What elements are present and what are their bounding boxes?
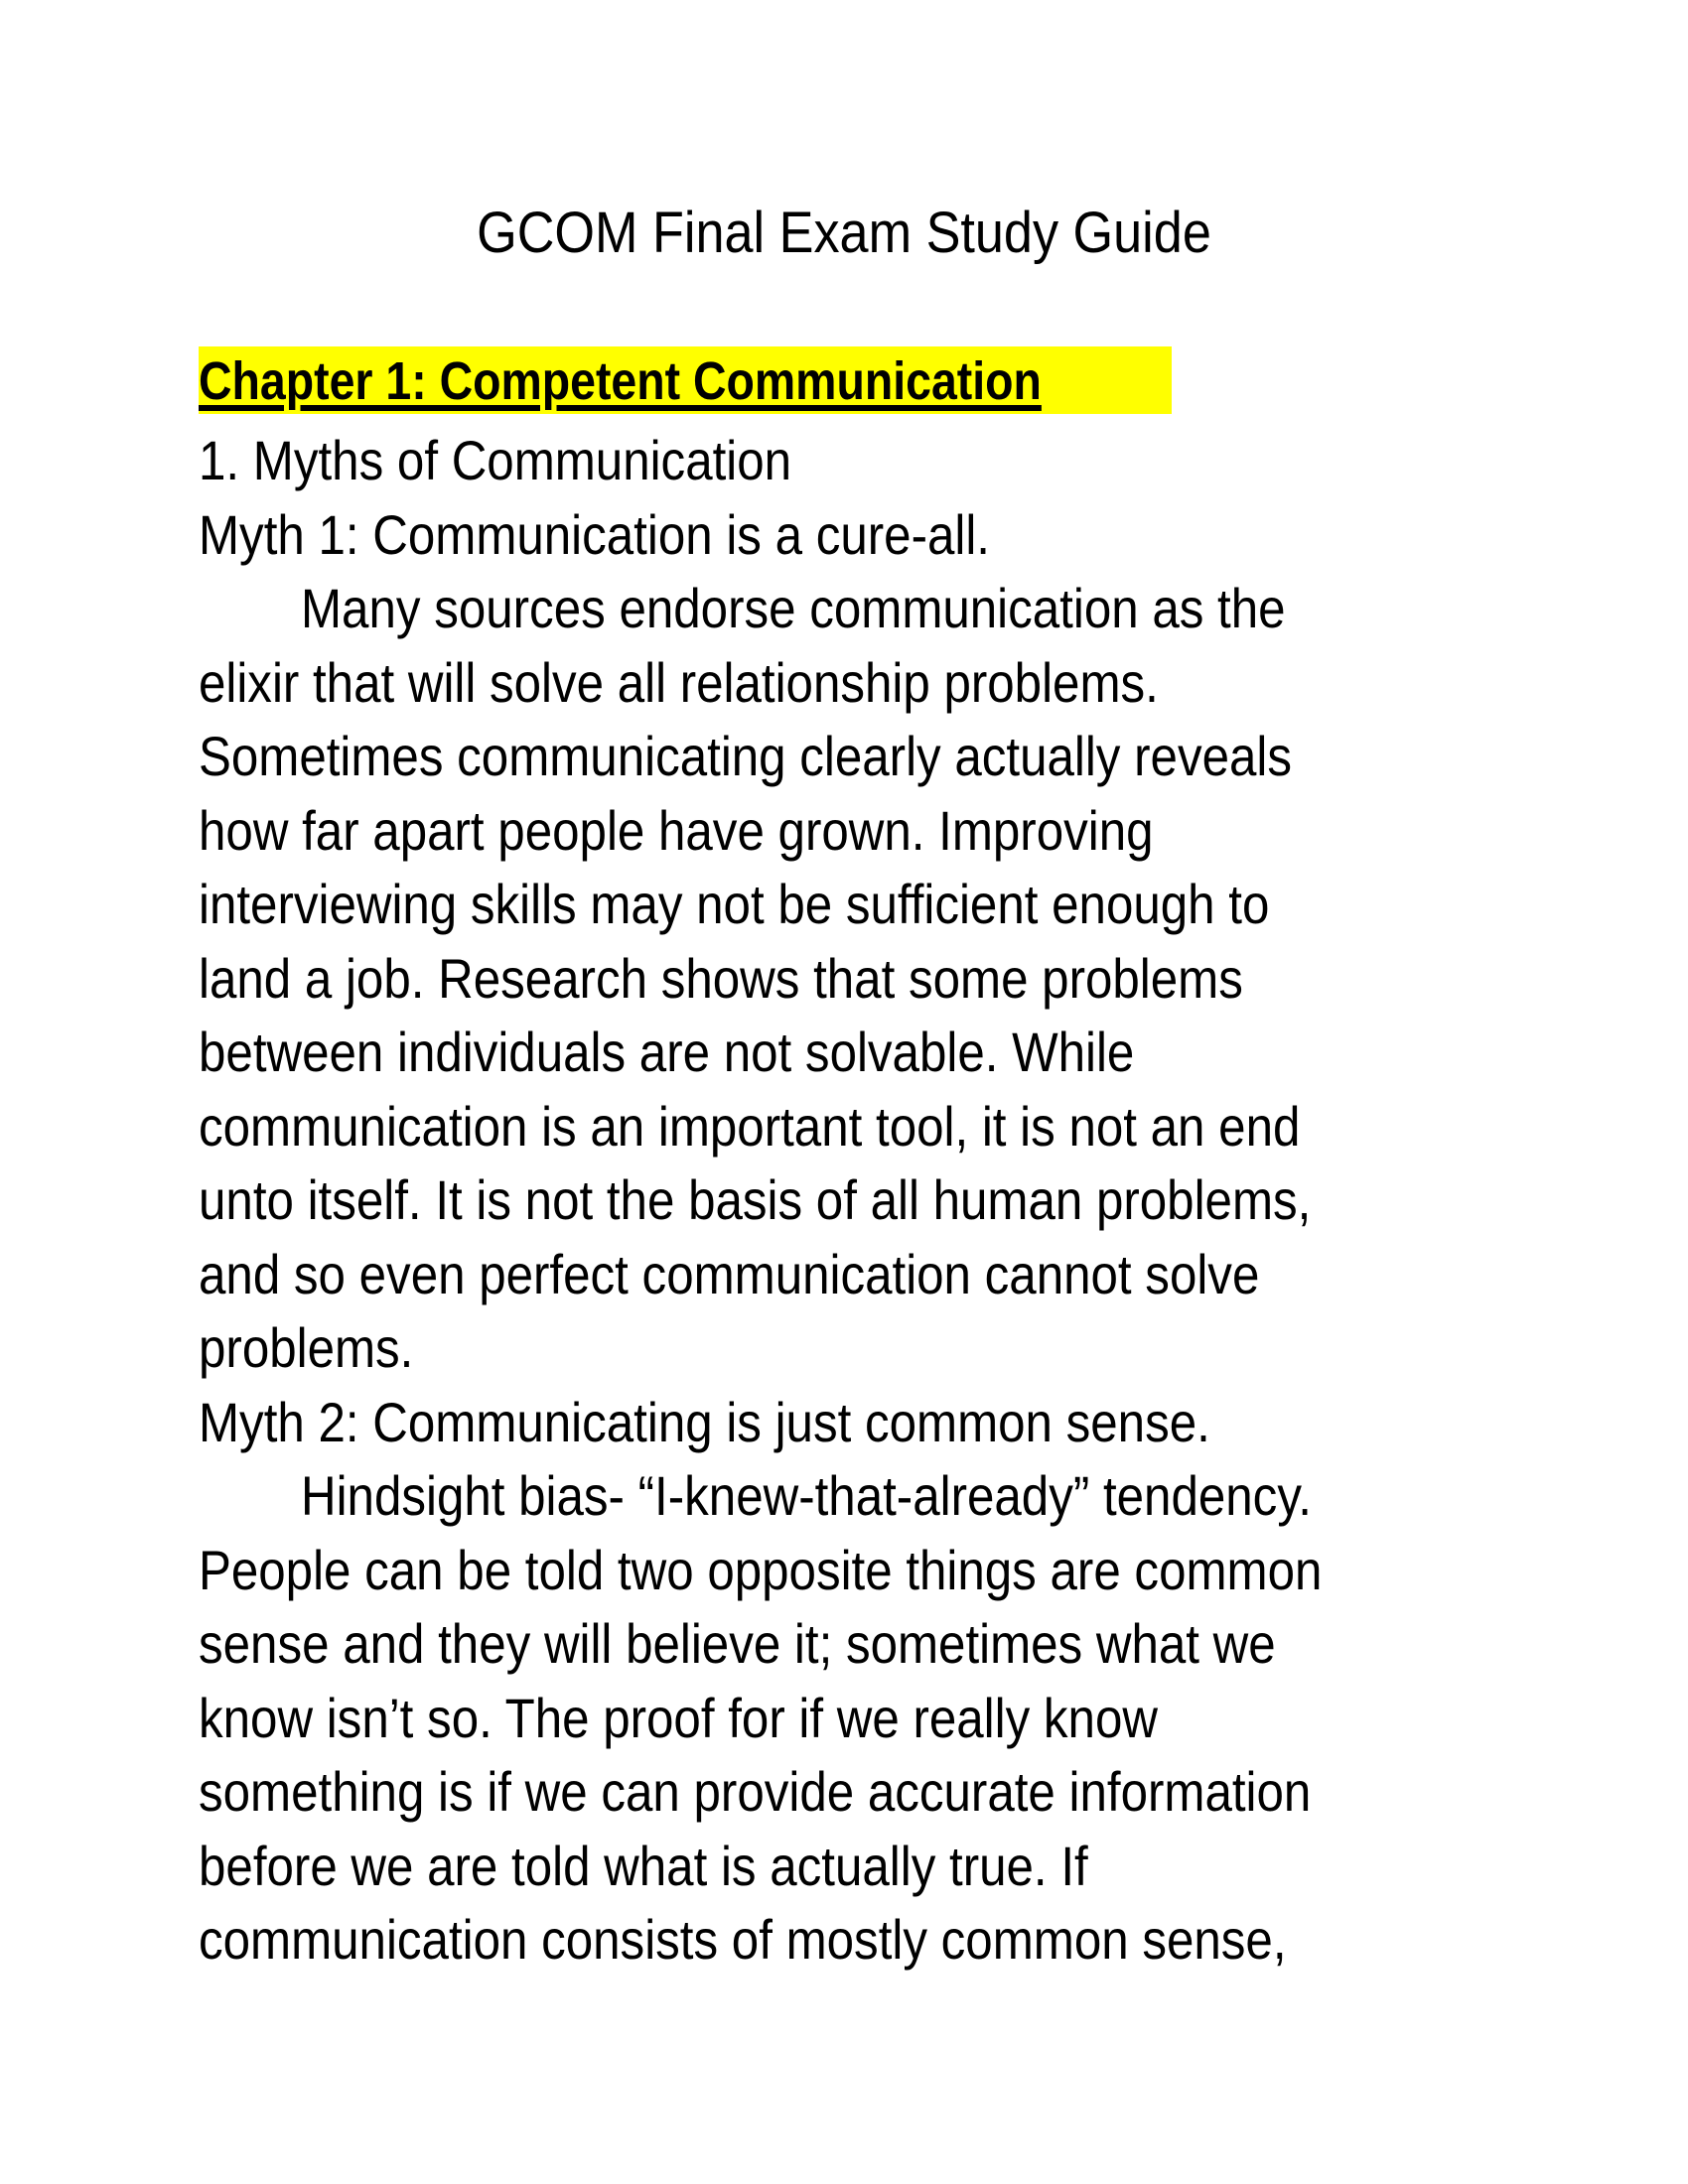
- paragraph-line: Many sources endorse communication as the: [301, 577, 1286, 639]
- paragraph-line: People can be told two opposite things are common: [199, 1539, 1323, 1601]
- document-title-text: GCOM Final Exam Study Guide: [477, 201, 1211, 265]
- paragraph-line: communication is an important tool, it is not an end: [199, 1095, 1301, 1158]
- paragraph-line: communication consists of mostly common sense,: [199, 1908, 1287, 1971]
- paragraph-line: elixir that will solve all relationship problems.: [199, 651, 1159, 714]
- myth-2-heading: Myth 2: Communicating is just common sense.: [199, 1391, 1210, 1453]
- paragraph-line: unto itself. It is not the basis of all human problems,: [199, 1168, 1312, 1231]
- paragraph-line: Sometimes communicating clearly actually reveals: [199, 725, 1293, 787]
- paragraph-line: land a job. Research shows that some problems: [199, 947, 1243, 1010]
- document-title: [0, 201, 1688, 265]
- paragraph-line: and so even perfect communication cannot solve: [199, 1243, 1260, 1305]
- chapter-heading: Chapter 1: Competent Communication: [199, 351, 1042, 411]
- paragraph-line: how far apart people have grown. Improving: [199, 799, 1154, 862]
- chapter-heading-highlight: [199, 346, 1172, 414]
- paragraph-line: interviewing skills may not be sufficient enough to: [199, 873, 1270, 935]
- paragraph-line: between individuals are not solvable. While: [199, 1021, 1135, 1083]
- paragraph-line: before we are told what is actually true. If: [199, 1835, 1088, 1897]
- paragraph-line: sense and they will believe it; sometimes what we: [199, 1612, 1276, 1675]
- paragraph-line: problems.: [199, 1316, 414, 1379]
- myth-1-heading: Myth 1: Communication is a cure-all.: [199, 503, 990, 566]
- paragraph-line: something is if we can provide accurate information: [199, 1760, 1312, 1823]
- paragraph-line: know isn’t so. The proof for if we really know: [199, 1687, 1158, 1749]
- section-heading-myths: 1. Myths of Communication: [199, 429, 792, 491]
- paragraph-line: Hindsight bias- “I-knew-that-already” tendency.: [301, 1464, 1312, 1527]
